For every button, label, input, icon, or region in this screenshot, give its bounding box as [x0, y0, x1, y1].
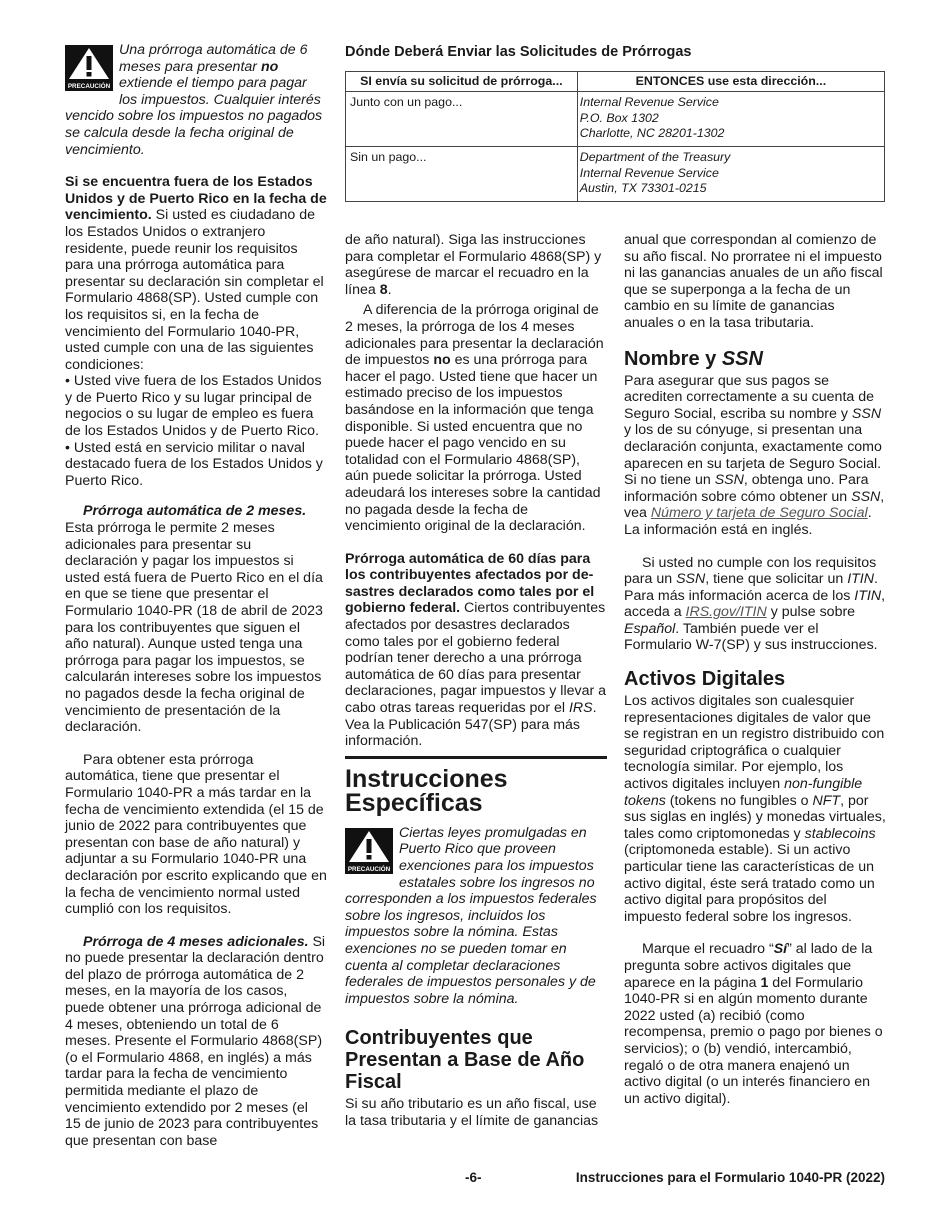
list-item: • Usted está en servicio militar o naval destacado fuera de los Estados Unidos y Puerto Rico.: [65, 439, 323, 489]
ext60-heading: Prórroga automática de 60 días para los contribuyentes afectados por desastres declarados como tales por el gobierno federal.: [345, 550, 595, 617]
caution-text: Una prórroga automática de 6 meses para presentar no extiende el tiempo para pagar los impuestos. Cualquier interés vencido sobre los impuestos no pagados se calcula desde la fecha original de vencimiento.: [65, 42, 323, 158]
continuation-paragraph: anual que correspondan al comienzo de su año fiscal. No prorratee ni el impuesto ni las ganancias anuales de un año fiscal que se superponga a la fecha de un cambio en su límite de ganancias anuales o en la tasa tributaria.: [624, 232, 883, 331]
obtain-paragraph: Para obtener esta prórroga automática, tiene que presentar el Formulario 1040-PR a más tardar en la fecha de vencimiento extendida (el 15 de junio de 2022 para contribuyentes que presentan con base de año natural) y adjuntar a su Formulario 1040-PR una declaración por escrito explicando que en la fecha de vencimiento normal usted cumplió con los requisitos.: [65, 751, 327, 918]
table-header-row: [346, 71, 885, 92]
footer-title: Instrucciones para el Formulario 1040-PR (2022): [575, 1170, 885, 1185]
itin-link[interactable]: IRS.gov/ITIN: [685, 604, 767, 621]
caution-label: PRECAUCIÓN: [67, 83, 111, 90]
caution-text: Ciertas leyes promulgadas en Puerto Rico que proveen exenciones para los impuestos estatales sobre los ingresos no corresponden a los impuestos federales sobre los ingresos, incluidos los impuestos sobre la nómina. Estas exenciones no se pueden tomar en cuenta al completar declaraciones federales de impuestos personales y de impuestos sobre la nómina.: [345, 824, 597, 1007]
caution-note-2: [345, 825, 607, 1008]
fiscal-year-paragraph: Si su año tributario es un año fiscal, use la tasa tributaria y el límite de ganancias: [345, 1096, 599, 1129]
destination-title: Dónde Deberá Enviar las Solicitudes de Prórrogas: [345, 44, 692, 60]
name-ssn-heading: Nombre y SSN: [624, 347, 763, 370]
table-row: [346, 146, 885, 201]
table-cell: Junto con un pago...: [346, 92, 578, 147]
conditions-list: [65, 373, 327, 489]
ssn-card-link[interactable]: Número y tarjeta de Seguro Social: [650, 505, 868, 522]
ext60-paragraph: Prórroga automática de 60 días para los contribuyentes afectados por desastres declarados como tales por el gobierno federal. Ciertos contribuyentes afectados por desastres declarados como tales por el gobierno federal podrían tener derecho a una prórroga automática de 60 días para presentar declaraciones, pagar impuestos y llevar a cabo otras tareas requeridas por el IRS. Vea la Publicación 547(SP) para más información.: [345, 550, 607, 750]
destination-section: [345, 44, 885, 202]
page-number: -6-: [465, 1170, 482, 1185]
column-2: [345, 232, 607, 1130]
outside-us-paragraph: Si se encuentra fuera de los Estados Unidos y de Puerto Rico en la fecha de vencimiento. Si usted es ciudadano de los Estados Unidos o extranjero residente, puede reunir los requisitos para una prórroga automática para presentar su declaración sin completar el Formulario 4868(SP). Usted cumple con los requisitos si, en la fecha de vencimiento del Formulario 1040-PR, usted cumple con una de las siguientes condiciones:: [65, 174, 327, 373]
table-row: [346, 92, 885, 147]
table-cell-address: Internal Revenue Service P.O. Box 1302 Charlotte, NC 28201-1302: [577, 92, 884, 147]
specific-instructions-heading: Instrucciones Específicas: [345, 764, 508, 817]
ext2-heading: Prórroga automática de 2 meses.: [83, 503, 307, 520]
column-1: [65, 42, 327, 1149]
outside-us-heading: Si se encuentra fuera de los Estados Unidos y de Puerto Rico en la fecha de vencimiento.: [65, 174, 327, 224]
fiscal-year-heading: Contribuyentes que Presentan a Base de Año Fiscal: [345, 1027, 585, 1094]
ext2-paragraph: Prórroga automática de 2 meses. Esta prórroga le permite 2 meses adicionales para presentar su declaración y pagar los impuestos si usted está fuera de Puerto Rico en el día en que se tiene que presentar el Formulario 1040-PR (18 de abril de 2023 para los contribuyentes que siguen el año natural). Aunque usted tenga una prórroga para pagar los impuestos, se calcularán intereses sobre los impuestos no pagados desde la fecha original de vencimiento de presentación de la declaración.: [65, 503, 323, 736]
caution-icon: [65, 45, 113, 91]
continuation-paragraph: de año natural). Siga las instrucciones para completar el Formulario 4868(SP) y asegúrese de marcar el recuadro en la línea 8.: [345, 232, 602, 298]
itin-paragraph: Si usted no cumple con los requisitos para un SSN, tiene que solicitar un ITIN. Para más información acerca de los ITIN, acceda a IRS.gov/ITIN y pulse sobre Español. También puede ver el Formulario W-7(SP) y sus instrucciones.: [624, 554, 886, 654]
caution-icon: [345, 828, 393, 874]
table-cell: Sin un pago...: [346, 146, 578, 201]
column-3: [624, 232, 886, 1107]
ext4-paragraph: Prórroga de 4 meses adicionales. Si no puede presentar la declaración dentro del plazo de prórroga automática de 2 meses, en la mayoría de los casos, puede obtener una prórroga adicional de 4 meses, obteniendo un total de 6 meses. Presente el Formulario 4868(SP) (o el Formulario 4868, en inglés) a más tardar para la fecha de vencimiento permitida mediante el plazo de vencimiento extendido por 2 meses (el 15 de junio de 2023 para contribuyentes que presentan con base: [65, 933, 326, 1149]
table-header: SI envía su solicitud de prórroga...: [346, 71, 578, 92]
digital-assets-heading: Activos Digitales: [624, 668, 786, 691]
table-header: ENTONCES use esta dirección...: [577, 71, 884, 92]
digital-assets-paragraph: Los activos digitales son cualesquier representaciones digitales de valor que se registran en un registro distribuido con seguridad criptográfica o cualquier tecnología similar. Por ejemplo, los activos digitales incluyen non-fungible tokens (tokens no fungibles o NFT, por sus siglas en inglés) y monedas virtuales, tales como criptomonedas y stablecoins (criptomoneda estable). Si un activo particular tiene las características de un activo digital, éste será tratado como un activo digital para propósitos del impuesto federal sobre los ingresos.: [624, 693, 886, 925]
list-item: • Usted vive fuera de los Estados Unidos y de Puerto Rico y su lugar principal de negocios o su lugar de empleo es fuera de los Estados Unidos y de Puerto Rico.: [65, 373, 322, 440]
table-cell-address: Department of the Treasury Internal Revenue Service Austin, TX 73301-0215: [577, 146, 884, 201]
unlike-paragraph: A diferencia de la prórroga original de 2 meses, la prórroga de los 4 meses adicionales para presentar la declaración de impuestos no es una prórroga para hacer el pago. Usted tiene que hacer un estimado preciso de los impuestos basándose en la información que tenga disponible. Si usted encuentra que no puede hacer el pago vencido en su totalidad con el Formulario 4868(SP), aún puede solicitar la prórroga. Usted adeudará los intereses sobre la cantidad no pagada desde la fecha de vencimiento original de la declaración.: [345, 302, 604, 535]
caution-note: [65, 42, 327, 158]
mark-box-paragraph: Marque el recuadro “Sí” al lado de la pregunta sobre activos digitales que aparece en la página 1 del Formulario 1040-PR si en algún momento durante 2022 usted (a) recibió (como recompensa, premio o pago por bienes o servicios); o (b) vendió, intercambió, regaló o de otra manera enajenó un activo digital (o un interés financiero en un activo digital).: [624, 941, 883, 1107]
ext4-heading: Prórroga de 4 meses adicionales.: [83, 933, 309, 950]
name-ssn-paragraph: Para asegurar que sus pagos se acrediten correctamente a su cuenta de Seguro Social, escriba su nombre y SSN y los de su cónyuge, si presentan una declaración conjunta, exactamente como aparecen en su tarjeta de Seguro Social. Si no tiene un SSN, obtenga uno. Para información sobre cómo obtener un SSN, vea Número y tarjeta de Seguro Social. La información está en inglés.: [624, 372, 885, 538]
section-divider: [345, 756, 607, 759]
caution-label: PRECAUCIÓN: [347, 865, 391, 873]
destination-table: [345, 71, 885, 202]
